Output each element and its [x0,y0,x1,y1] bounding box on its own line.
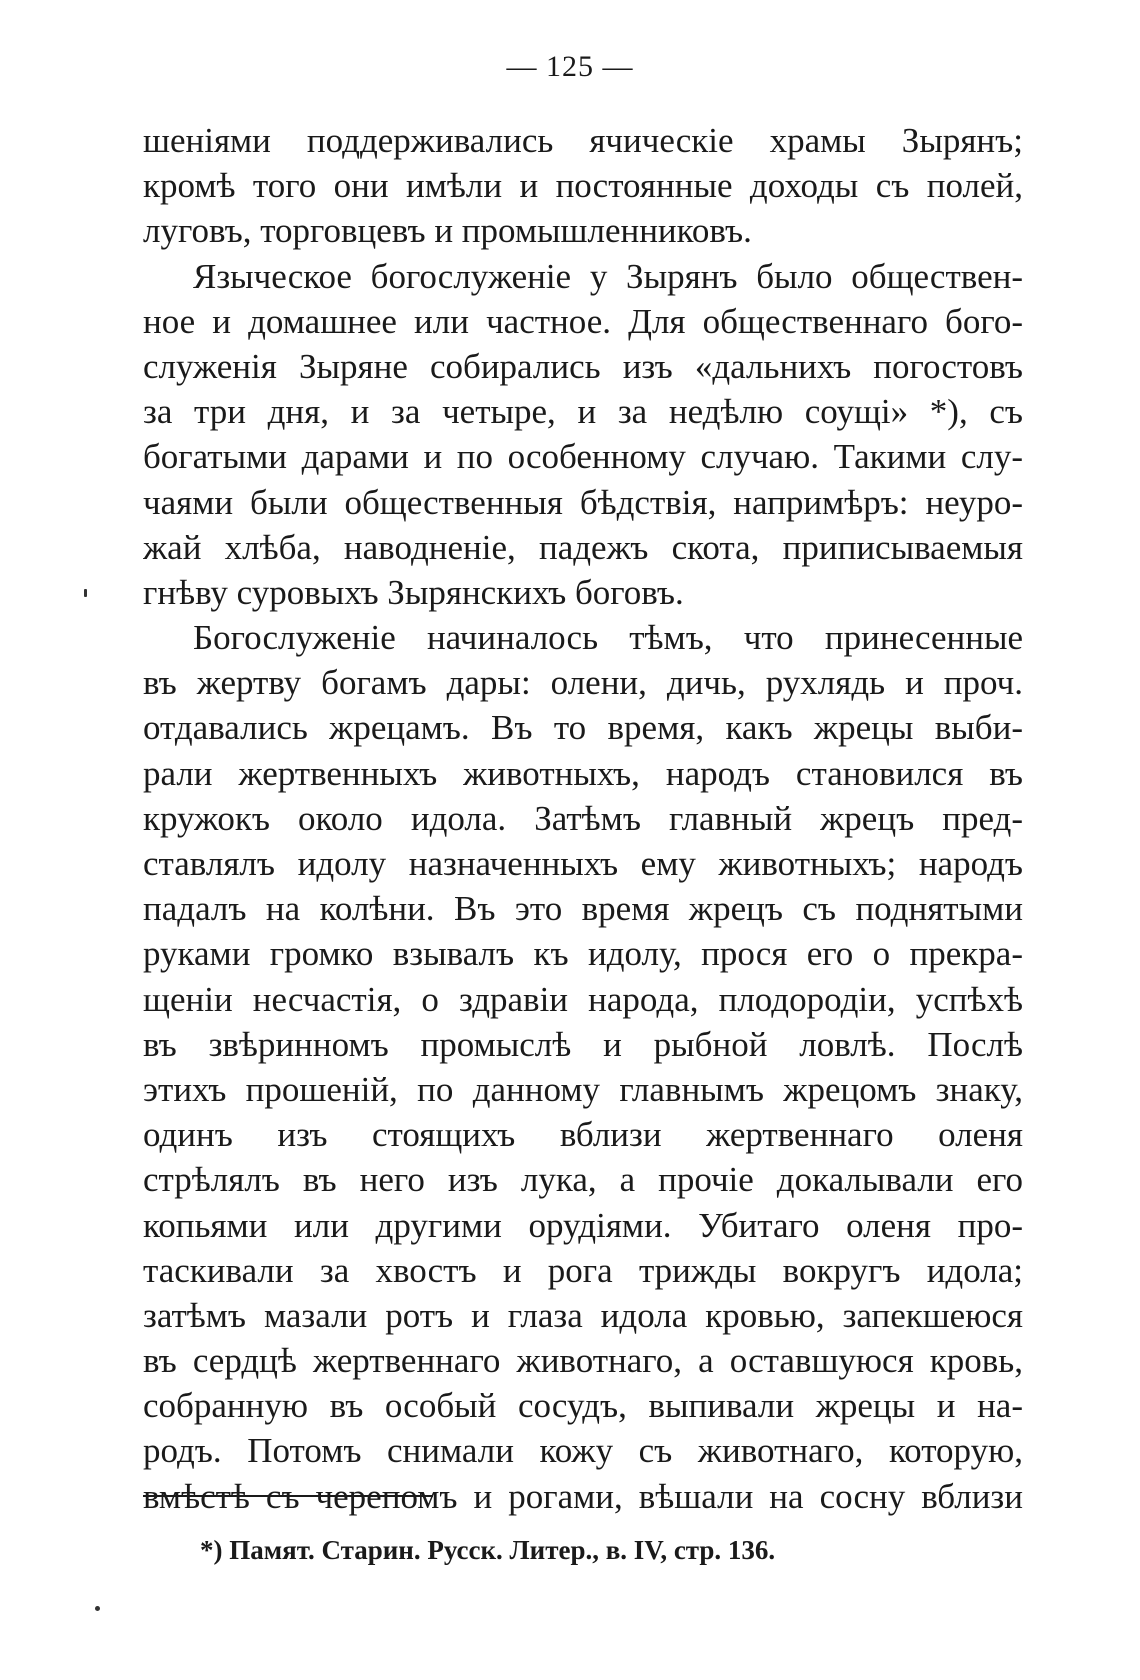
text-line: щеніи несчастія, о здравіи народа, плодородіи, успѣхѣ [143,979,1023,1019]
text-line: вмѣстѣ съ черепомъ и рогами, вѣшали на сосну вблизи [143,1476,1023,1516]
body-text [143,118,1023,1519]
text-line: за три дня, и за четыре, и за недѣлю соущі» *), съ [143,392,1023,432]
text-line: затѣмъ мазали ротъ и глаза идола кровью, запекшеюся [143,1295,1023,1335]
text-line: рали жертвенныхъ животныхъ, народъ становился въ [143,753,1023,793]
text-line: въ звѣринномъ промыслѣ и рыбной ловлѣ. Послѣ [143,1024,1023,1064]
text-line: собранную въ особый сосудъ, выпивали жрецы и на- [143,1386,1023,1426]
text-line: въ сердцѣ жертвеннаго животнаго, а оставшуюся кровь, [143,1341,1023,1381]
text-line: Богослуженіе начиналось тѣмъ, что принесенные [193,618,1023,658]
text-line: луговъ, торговцевъ и промышленниковъ. [143,211,752,251]
text-line: шеніями поддерживались ячическіе храмы Зырянъ; [143,121,1023,160]
scan-speck [84,589,87,597]
page-number: — 125 — [506,50,634,83]
text-line: родъ. Потомъ снимали кожу съ животнаго, которую, [143,1431,1023,1471]
text-line: жай хлѣба, наводненіе, падежъ скота, приписываемыя [143,527,1023,567]
text-line: Языческое богослуженіе у Зырянъ было обществен- [193,256,1023,296]
text-line: служенія Зыряне собирались изъ «дальнихъ погостовъ [143,346,1023,386]
text-line: падалъ на колѣни. Въ это время жрецъ съ поднятыми [143,889,1023,929]
text-line: этихъ прошеній, по данному главнымъ жрецомъ знаку, [143,1069,1023,1109]
text-line: стрѣлялъ въ него изъ лука, а прочіе докалывали его [143,1160,1023,1200]
text-line: богатыми дарами и по особенному случаю. Такими слу- [143,437,1023,477]
text-line: гнѣву суровыхъ Зырянскихъ боговъ. [143,572,684,612]
text-line: ное и домашнее или частное. Для общественнаго бого- [143,301,1023,341]
text-line: руками громко взывалъ къ идолу, прося его о прекра- [143,934,1023,974]
text-line: ставлялъ идолу назначенныхъ ему животныхъ; народъ [143,844,1023,883]
paragraph-3 [143,615,1023,1519]
paragraph-2 [143,254,1023,616]
text-line: копьями или другими орудіями. Убитаго оленя про- [143,1205,1023,1245]
paragraph-1 [143,118,1023,254]
text-line: кружокъ около идола. Затѣмъ главный жрецъ пред- [143,798,1023,838]
text-line: чаями были общественныя бѣдствія, напримѣръ: неуро- [143,482,1023,522]
text-line: отдавались жрецамъ. Въ то время, какъ жрецы выби- [143,708,1023,748]
footnote-rule [143,1495,433,1497]
scan-speck [95,1606,100,1611]
text-line: кромѣ того они имѣли и постоянные доходы съ полей, [143,166,1023,206]
footnote: *) Памят. Старин. Русск. Литер., в. IV, стр. 136. [200,1535,776,1565]
text-line: таскивали за хвостъ и рога трижды вокругъ идола; [143,1250,1023,1290]
text-line: въ жертву богамъ дары: олени, дичь, рухлядь и проч. [143,663,1023,703]
text-line: одинъ изъ стоящихъ вблизи жертвеннаго оленя [143,1115,1023,1155]
